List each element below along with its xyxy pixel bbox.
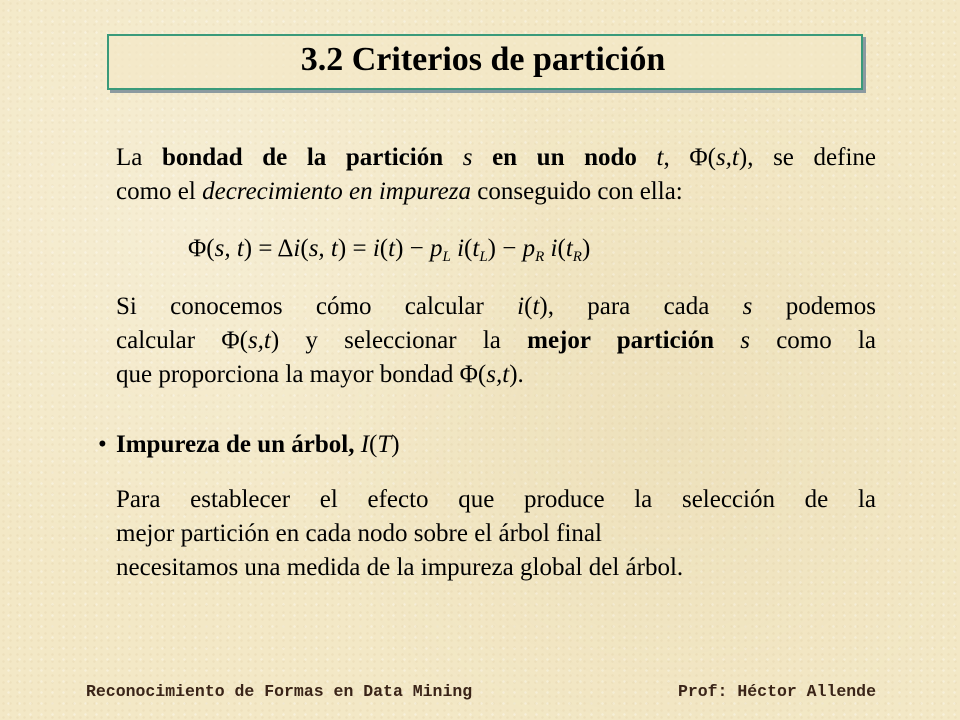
- paragraph-mejor-particion-line-3: que proporciona la mayor bondad Φ(s,t).: [116, 361, 524, 388]
- paragraph-mejor-particion-line-1: Si conocemos cómo calcular i(t), para cada s podemos: [116, 293, 876, 320]
- paragraph-bondad: [116, 141, 876, 209]
- paragraph-mejor-particion: [116, 290, 876, 392]
- paragraph-impureza-global-line-2: mejor partición en cada nodo sobre el árbol final: [116, 520, 602, 547]
- paragraph-impureza-global-line-1: Para establecer el efecto que produce la selección de la: [116, 486, 876, 513]
- footer-professor: Prof: Héctor Allende: [677, 682, 876, 701]
- bullet-symbol: •: [98, 431, 107, 458]
- paragraph-bondad-line-1: La bondad de la partición s en un nodo t, Φ(s,t), se define: [116, 144, 876, 171]
- bullet-impureza-arbol: • Impureza de un árbol, I(T): [98, 428, 400, 462]
- slide-title: 3.2 Criterios de partición: [300, 41, 666, 78]
- paragraph-bondad-line-2: como el decrecimiento en impureza conseguido con ella:: [116, 178, 683, 205]
- paragraph-mejor-particion-line-2: calcular Φ(s,t) y seleccionar la mejor partición s como la: [116, 327, 877, 354]
- paragraph-impureza-global-line-3: necesitamos una medida de la impureza global del árbol.: [116, 554, 684, 581]
- bondad-formula: Φ(s, t) = Δi(s, $t) = i(t) - p_L$ $i(t_L) - p_R$ $i(t_R)$: [188, 235, 591, 265]
- paragraph-impureza-global: [116, 483, 876, 585]
- footer-course-name: Reconocimiento de Formas en Data Mining: [86, 682, 473, 701]
